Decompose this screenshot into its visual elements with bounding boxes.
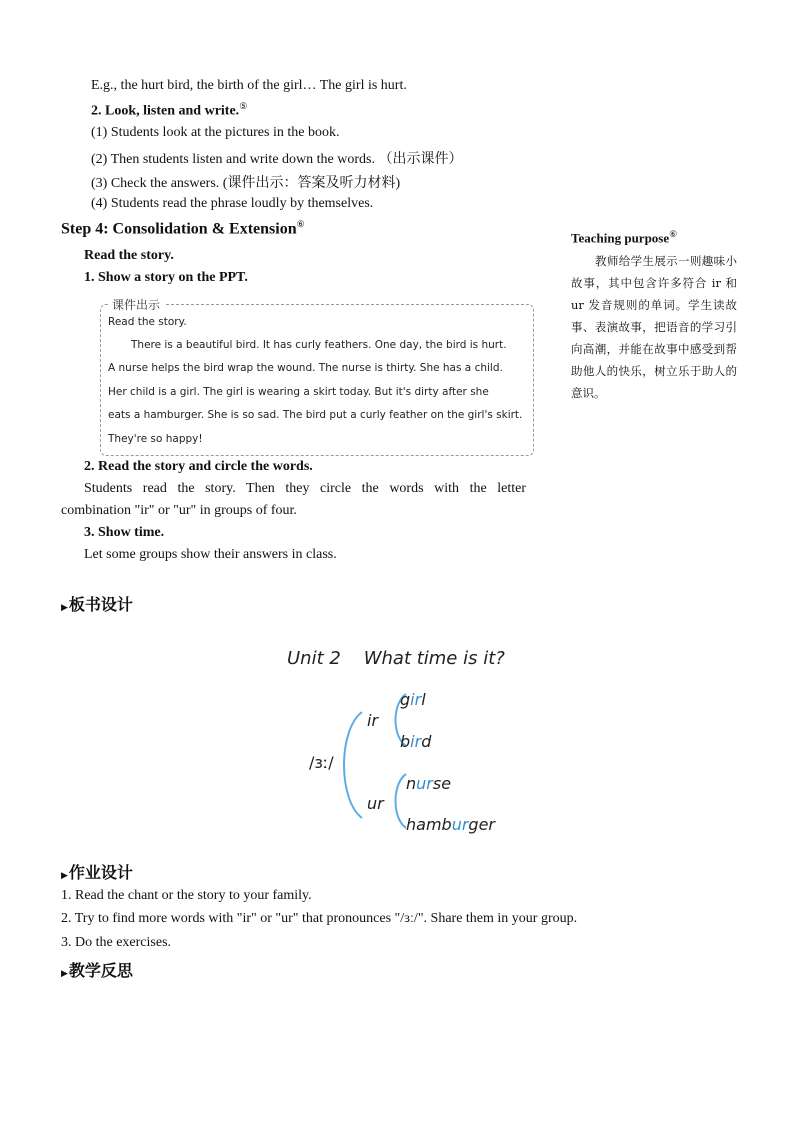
phoneme-label: /ɜː/	[309, 753, 334, 772]
read-story-label: Read the story.	[84, 248, 174, 263]
ur-label: ur	[367, 794, 384, 813]
story-line: There is a beautiful bird. It has curly feathers. One day, the bird is hurt.	[131, 339, 507, 351]
board-section-title: ▶板书设计	[61, 595, 133, 614]
story-line: Her child is a girl. The girl is wearing a skirt today. But it's dirty after she	[108, 386, 489, 398]
homework-section-title: ▶作业设计	[61, 863, 133, 882]
triangle-bullet-icon: ▶	[61, 969, 68, 979]
unit-title: Unit 2 What time is it?	[287, 648, 505, 669]
story-line: eats a hamburger. She is so sad. The bird put a curly feather on the girl's skirt.	[108, 409, 523, 421]
word-hamburger: hamburger	[406, 815, 495, 834]
teaching-purpose-text: 教师给学生展示一则趣味小故事，其中包含许多符合 ir 和 ur 发音规则的单词。学生读故事、表演故事，把语音的学习引向高潮，并能在故事中感受到帮助他人的快乐，树立乐于助人的意识。	[571, 254, 737, 400]
list-item: (4) Students read the phrase loudly by themselves.	[91, 196, 374, 211]
word-girl: girl	[400, 690, 426, 709]
big-brace-curve	[344, 712, 362, 818]
triangle-bullet-icon: ▶	[61, 871, 68, 881]
show-time-text: Let some groups show their answers in class.	[84, 547, 337, 562]
show-story-heading: 1. Show a story on the PPT.	[84, 270, 248, 285]
list-item: (3) Check the answers. (课件出示：答案及听力材料)	[91, 176, 401, 191]
list-item: (1) Students look at the pictures in the book.	[91, 125, 340, 140]
circle-text-2: combination "ir" or "ur" in groups of four.	[61, 503, 297, 518]
list-item: (2) Then students listen and write down the words. （出示课件）	[91, 152, 463, 167]
story-line: Read the story.	[108, 316, 187, 328]
reflection-section-title: ▶教学反思	[61, 961, 133, 980]
triangle-bullet-icon: ▶	[61, 603, 68, 613]
show-time-heading: 3. Show time.	[84, 525, 165, 540]
example-line: E.g., the hurt bird, the birth of the girl… The girl is hurt.	[91, 78, 407, 93]
footnote-marker-6: ⑥	[669, 229, 678, 239]
look-listen-heading: 2. Look, listen and write.⑤	[91, 101, 248, 119]
footnote-marker-5: ⑤	[239, 101, 248, 111]
story-line: A nurse helps the bird wrap the wound. The nurse is thirty. She has a child.	[108, 362, 503, 374]
step4-title: Step 4: Consolidation & Extension⑥	[61, 219, 305, 238]
footnote-marker-6: ⑥	[296, 219, 305, 229]
homework-item: 1. Read the chant or the story to your family.	[61, 888, 312, 903]
ir-label: ir	[367, 711, 379, 730]
circle-text-1: Students read the story. Then they circle the words with the letter	[84, 481, 526, 496]
circle-heading: 2. Read the story and circle the words.	[84, 459, 313, 474]
teaching-purpose-heading: Teaching purpose⑥	[571, 229, 678, 246]
word-nurse: nurse	[406, 774, 452, 793]
homework-item: 3. Do the exercises.	[61, 935, 172, 950]
courseware-tag: 课件出示	[108, 296, 164, 313]
word-bird: bird	[400, 732, 432, 751]
story-line: They're so happy!	[108, 433, 203, 445]
homework-item: 2. Try to find more words with "ir" or "ur" that pronounces "/ɜː/". Share them in your group.	[61, 911, 578, 926]
ur-brace-curve	[396, 774, 407, 828]
